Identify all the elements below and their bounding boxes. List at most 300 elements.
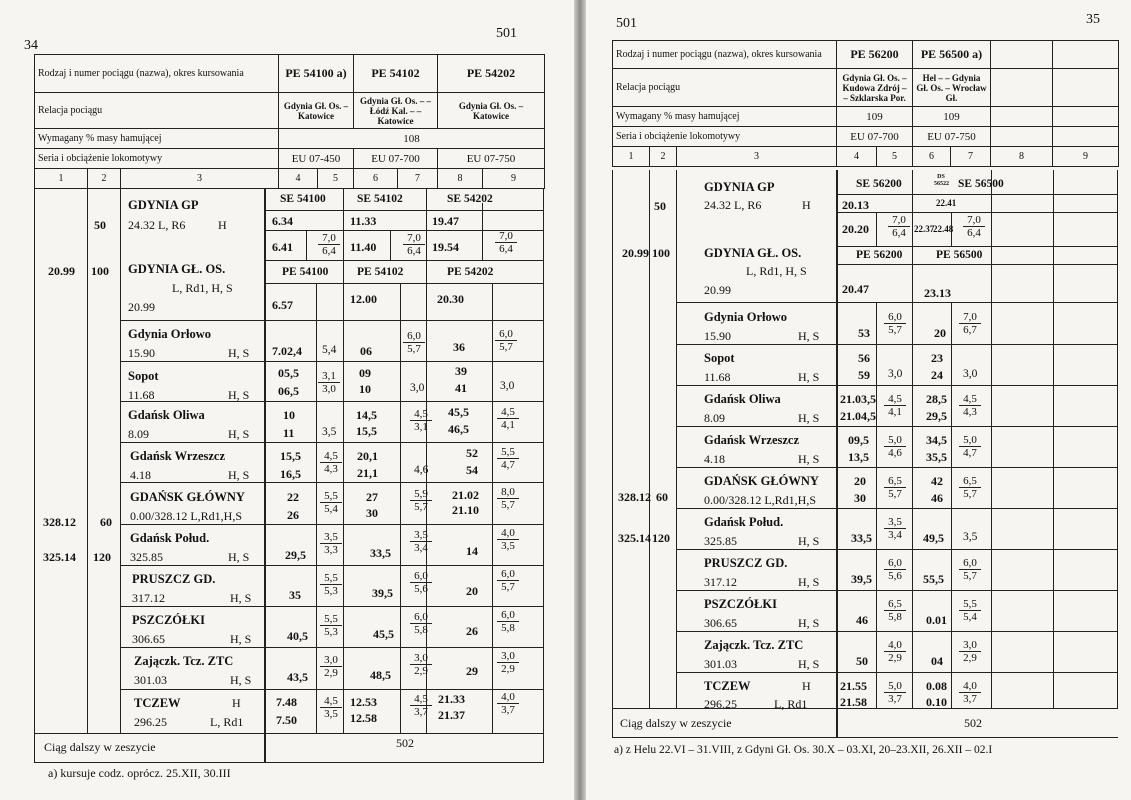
station-km: 301.03 — [704, 657, 737, 671]
fraction: 7,0 6,4 — [318, 232, 340, 257]
fraction: 6,5 5,7 — [884, 475, 906, 500]
time: 7.48 — [276, 695, 297, 709]
station-name: Gdynia Orłowo — [704, 310, 787, 324]
station-name: Gdańsk Wrzeszcz — [130, 449, 226, 463]
station-flags: L, Rd1 — [774, 697, 808, 711]
fraction: 4,5 4,1 — [497, 406, 519, 431]
station-km: 0.00/328.12 L,Rd1,H,S — [130, 509, 243, 523]
time: 20.30 — [437, 292, 464, 306]
col-number: 1 — [613, 147, 650, 167]
time: 39 — [455, 364, 467, 378]
time: 39,5 — [851, 572, 872, 586]
header-masa: Wymagany % masy hamującej — [35, 129, 279, 149]
station-name: PRUSZCZ GD. — [704, 556, 788, 570]
fraction: 5,0 3,7 — [884, 680, 906, 705]
time: 11.33 — [350, 214, 377, 228]
station-flags: H, S — [228, 388, 250, 402]
fraction: 3,1 3,0 — [318, 370, 340, 395]
station-km: 317.12 — [704, 575, 737, 589]
time: 6.34 — [272, 214, 293, 228]
time: 46 — [931, 491, 943, 505]
time: 52 — [466, 446, 478, 460]
time: 30 — [366, 506, 378, 520]
time: 09,5 — [848, 433, 869, 447]
station-km: 296.25 — [134, 715, 167, 729]
time: 14,5 — [356, 408, 377, 422]
time: 26 — [466, 624, 478, 638]
header-seria: Seria i obciążenie lokomotywy — [613, 127, 837, 147]
fraction: 4,0 2,9 — [884, 639, 906, 664]
km-value: 20.99 — [48, 264, 75, 278]
time: 7.50 — [276, 713, 297, 727]
time: 21.37 — [438, 708, 465, 722]
footnote: a) z Helu 22.VI – 31.VIII, z Gdyni Gł. Os. 30.X – 03.XI, 20–23.XII, 26.XII – 02.I — [614, 744, 993, 756]
time: 41 — [455, 381, 467, 395]
fraction: 4,0 3,7 — [497, 691, 519, 716]
continuation-text: Ciąg dalszy w zeszycie — [620, 716, 732, 730]
continuation-number: 502 — [396, 736, 414, 750]
station-flags: H, S — [798, 616, 820, 630]
station-name: GDYNIA GP — [128, 198, 199, 212]
fraction: 6,5 5,7 — [959, 475, 981, 500]
station-flags: H — [218, 218, 227, 232]
station-km: 317.12 — [132, 591, 165, 605]
header-relacja: Relacja pociągu — [35, 93, 279, 129]
col-number: 9 — [1053, 147, 1119, 167]
book-spine — [574, 0, 586, 800]
footnote: a) kursuje codz. oprócz. 25.XII, 30.III — [48, 766, 231, 780]
page-number-left: 34 — [24, 38, 38, 53]
fraction: 7,0 6,4 — [963, 214, 985, 239]
col-number: 5 — [318, 169, 354, 189]
station-name: GDAŃSK GŁÓWNY — [704, 474, 819, 488]
fraction: 6,0 5,7 — [959, 557, 981, 582]
station-flags: H, S — [798, 657, 820, 671]
train-number: PE 56200 — [837, 41, 913, 69]
time: 22.48 — [933, 224, 954, 234]
time: 45,5 — [373, 627, 394, 641]
station-name: PSZCZÓŁKI — [704, 597, 777, 611]
time: 12.00 — [350, 292, 377, 306]
station-flags: H, S — [798, 575, 820, 589]
fraction: 4,0 3,7 — [959, 680, 981, 705]
time: 19.47 — [432, 214, 459, 228]
service-label: PE 54202 — [447, 266, 494, 278]
fraction: 3,5 3,4 — [884, 516, 906, 541]
station-flags: H, S — [228, 550, 250, 564]
station-name: Gdynia Orłowo — [128, 327, 211, 341]
time: 12.58 — [350, 711, 377, 725]
station-name: GDYNIA GP — [704, 180, 775, 194]
station-name: Gdańsk Połud. — [130, 531, 210, 545]
fraction: 6,0 5,7 — [403, 330, 425, 355]
fraction: 4,5 4,1 — [884, 393, 906, 418]
masa-value: 108 — [279, 129, 545, 149]
station-name: Gdańsk Połud. — [704, 515, 784, 529]
fraction: 6,0 5,6 — [884, 557, 906, 582]
station-flags: H, S — [230, 591, 252, 605]
station-km: 15.90 — [128, 346, 155, 360]
time: 0.01 — [926, 613, 947, 627]
km-value: 20.99 — [622, 246, 649, 260]
single-value: 5,4 — [322, 344, 337, 356]
time: 21.58 — [840, 695, 867, 709]
station-flags: H, S — [228, 468, 250, 482]
header-rodzaj: Rodzaj i numer pociągu (nazwa), okres kursowania — [613, 41, 837, 69]
service-label: SE 54100 — [280, 193, 326, 205]
fraction: 6,0 5,8 — [410, 611, 432, 636]
station-km: 301.03 — [134, 673, 167, 687]
time: 33,5 — [370, 546, 391, 560]
col-number: 3 — [121, 169, 279, 189]
fraction: 4,0 3,5 — [497, 527, 519, 552]
time: 20 — [854, 474, 866, 488]
time: 22 — [287, 490, 299, 504]
time: 27 — [366, 490, 378, 504]
time: 40,5 — [287, 629, 308, 643]
time: 29,5 — [926, 409, 947, 423]
time: 43,5 — [287, 670, 308, 684]
time: 34,5 — [926, 433, 947, 447]
service-label: PE 56500 — [936, 249, 983, 261]
col-number: 6 — [354, 169, 398, 189]
station-name: Gdańsk Oliwa — [704, 392, 781, 406]
col-number: 7 — [398, 169, 438, 189]
service-label: PE 54102 — [357, 266, 404, 278]
col-number: 2 — [650, 147, 677, 167]
time: 12.53 — [350, 695, 377, 709]
fraction: 5,0 4,6 — [884, 434, 906, 459]
km-value: 328.12 — [618, 490, 651, 504]
loco: EU 07-750 — [913, 127, 991, 147]
station-name: Zajączk. Tcz. ZTC — [134, 654, 234, 668]
service-label: SE 54202 — [447, 193, 493, 205]
time: 11 — [283, 426, 295, 440]
station-name: TCZEW — [704, 679, 751, 693]
fraction: 7,0 6,4 — [495, 230, 517, 255]
station-flags: L, Rd1 — [210, 715, 244, 729]
service-label: PE 54100 — [282, 266, 329, 278]
time: 23 — [931, 351, 943, 365]
time: 20.47 — [842, 282, 869, 296]
station-km: 15.90 — [704, 329, 731, 343]
continuation-number: 502 — [964, 716, 982, 730]
station-flags: H, S — [798, 411, 820, 425]
single-value: 3,0 — [963, 368, 978, 380]
station-km: 296.25 — [704, 697, 737, 711]
col-number: 8 — [991, 147, 1053, 167]
train-number: PE 54102 — [354, 55, 438, 93]
station-name: Gdańsk Oliwa — [128, 408, 205, 422]
loco: EU 07-700 — [837, 127, 913, 147]
fraction: 4,5 4,3 — [320, 450, 342, 475]
station-km: 325.85 — [130, 550, 163, 564]
time: 21.10 — [452, 503, 479, 517]
time: 6.57 — [272, 298, 293, 312]
speed-value: 60 — [656, 490, 668, 504]
fraction: 4,5 3,7 — [410, 693, 432, 718]
time: 39,5 — [372, 586, 393, 600]
fraction: 5,5 5,3 — [320, 613, 342, 638]
time: 35,5 — [926, 450, 947, 464]
time: 10 — [359, 382, 371, 396]
masa-value: 109 — [913, 107, 991, 127]
station-flags: L, Rd1, H, S — [746, 264, 807, 278]
station-km: 20.99 — [128, 300, 155, 314]
station-flags: L, Rd1, H, S — [172, 281, 233, 295]
fraction: 5,5 5,3 — [320, 572, 342, 597]
station-km: 8.09 — [704, 411, 725, 425]
station-km: 0.00/328.12 L,Rd1,H,S — [704, 493, 817, 507]
time: 48,5 — [370, 668, 391, 682]
single-value: 3,0 — [888, 368, 903, 380]
station-flags: H — [802, 679, 811, 693]
service-label: SE 56200 — [856, 178, 902, 190]
speed-value: 50 — [654, 199, 666, 213]
fraction: 4,5 3,5 — [320, 695, 342, 720]
continuation-text: Ciąg dalszy w zeszycie — [44, 740, 156, 754]
header-seria: Seria i obciążenie lokomotywy — [35, 149, 279, 169]
time: 21.33 — [438, 692, 465, 706]
station-km: 11.68 — [704, 370, 731, 384]
station-km: 4.18 — [130, 468, 151, 482]
station-name: GDAŃSK GŁÓWNY — [130, 490, 245, 504]
top-number-right: 501 — [616, 16, 637, 31]
time: 06,5 — [278, 384, 299, 398]
time: 09 — [359, 366, 371, 380]
station-flags: H, S — [228, 427, 250, 441]
time: 35 — [289, 588, 301, 602]
service-label: DS 56522 — [934, 174, 949, 187]
train-relation: Hel – – Gdynia Gł. Os. – Wrocław Gł. — [913, 69, 991, 107]
service-label: PE 56200 — [856, 249, 903, 261]
fraction: 5,5 5,4 — [320, 490, 342, 515]
station-km: 20.99 — [704, 283, 731, 297]
station-name: Sopot — [128, 369, 159, 383]
right-page — [586, 0, 1131, 800]
service-label: SE 56500 — [958, 178, 1004, 190]
train-relation: Gdynia Gł. Os. – Katowice — [279, 93, 354, 129]
time: 30 — [854, 491, 866, 505]
station-name: TCZEW — [134, 696, 181, 710]
col-number: 2 — [88, 169, 121, 189]
station-name: GDYNIA GŁ. OS. — [128, 262, 226, 276]
station-name: Sopot — [704, 351, 735, 365]
fraction: 5,0 4,7 — [959, 434, 981, 459]
time: 21,1 — [357, 466, 378, 480]
time: 15,5 — [280, 449, 301, 463]
train-number: PE 54202 — [438, 55, 545, 93]
fraction: 3,5 3,3 — [320, 531, 342, 556]
time: 05,5 — [278, 366, 299, 380]
masa-value: 109 — [837, 107, 913, 127]
time: 20.20 — [842, 222, 869, 236]
col-number: 5 — [877, 147, 913, 167]
train-relation: Gdynia Gł. Os. – Kudowa Zdrój – – Szklarska Por. — [837, 69, 913, 107]
top-number-left: 501 — [496, 26, 517, 41]
time: 04 — [931, 654, 943, 668]
time: 0.10 — [926, 695, 947, 709]
time: 24 — [931, 368, 943, 382]
time: 19.54 — [432, 240, 459, 254]
train-relation: Gdynia Gł. Os. – Katowice — [438, 93, 545, 129]
station-name: Gdańsk Wrzeszcz — [704, 433, 800, 447]
time: 0.08 — [926, 679, 947, 693]
col-number: 1 — [35, 169, 88, 189]
station-km: 4.18 — [704, 452, 725, 466]
time: 59 — [858, 368, 870, 382]
fraction: 4,5 3,1 — [410, 408, 432, 433]
col-number: 4 — [837, 147, 877, 167]
service-label: SE 54102 — [357, 193, 403, 205]
station-flags: H, S — [798, 452, 820, 466]
station-km: 24.32 L, R6 — [704, 198, 762, 212]
fraction: 6,0 5,7 — [497, 568, 519, 593]
station-km: 11.68 — [128, 388, 155, 402]
time: 20.13 — [842, 198, 869, 212]
time: 06 — [360, 344, 372, 358]
col-number: 8 — [438, 169, 483, 189]
page-number-right: 35 — [1086, 12, 1100, 27]
time: 11.40 — [350, 240, 377, 254]
speed-value: 120 — [652, 531, 670, 545]
loco: EU 07-750 — [438, 149, 545, 169]
station-name: GDYNIA GŁ. OS. — [704, 246, 802, 260]
time: 20 — [466, 584, 478, 598]
time: 23.13 — [924, 286, 951, 300]
station-name: Zajączk. Tcz. ZTC — [704, 638, 804, 652]
station-flags: H, S — [230, 632, 252, 646]
fraction: 6,5 5,8 — [884, 598, 906, 623]
header-rodzaj: Rodzaj i numer pociągu (nazwa), okres kursowania — [35, 55, 279, 93]
time: 42 — [931, 474, 943, 488]
time: 13,5 — [848, 450, 869, 464]
station-flags: H, S — [230, 673, 252, 687]
fraction: 3,0 2,9 — [959, 639, 981, 664]
fraction: 7,0 6,7 — [959, 311, 981, 336]
time: 49,5 — [923, 531, 944, 545]
station-km: 24.32 L, R6 — [128, 218, 186, 232]
time: 21.55 — [840, 679, 867, 693]
header-relacja: Relacja pociągu — [613, 69, 837, 107]
time: 22.41 — [936, 198, 957, 208]
station-flags: H — [802, 198, 811, 212]
loco: EU 07-450 — [279, 149, 354, 169]
col-number: 9 — [483, 169, 545, 189]
time: 16,5 — [280, 467, 301, 481]
fraction: 7,0 6,4 — [888, 214, 910, 239]
station-km: 325.85 — [704, 534, 737, 548]
station-km: 306.65 — [132, 632, 165, 646]
time: 46 — [856, 613, 868, 627]
time: 10 — [283, 408, 295, 422]
fraction: 4,5 4,3 — [959, 393, 981, 418]
fraction: 6,0 5,6 — [410, 570, 432, 595]
left-header-table — [34, 54, 545, 189]
single-value: 3,0 — [410, 382, 425, 394]
train-relation: Gdynia Gł. Os. – – Łódź Kal. – – Katowice — [354, 93, 438, 129]
col-number: 4 — [279, 169, 318, 189]
fraction: 3,5 3,4 — [410, 529, 432, 554]
fraction: 5,5 4,7 — [497, 446, 519, 471]
fraction: 6,0 5,8 — [497, 609, 519, 634]
time: 14 — [466, 544, 478, 558]
col-number: 3 — [677, 147, 837, 167]
fraction: 6,0 5,7 — [495, 328, 517, 353]
time: 21.04,5 — [840, 409, 876, 423]
station-flags: H, S — [798, 534, 820, 548]
time: 50 — [856, 654, 868, 668]
station-name: PRUSZCZ GD. — [132, 572, 216, 586]
time: 15,5 — [356, 424, 377, 438]
single-value: 4,6 — [414, 464, 429, 476]
col-number: 6 — [913, 147, 951, 167]
fraction: 3,0 2,9 — [497, 650, 519, 675]
time: 26 — [287, 508, 299, 522]
fraction: 3,0 2,9 — [410, 652, 432, 677]
km-value: 325.14 — [43, 550, 76, 564]
train-number: PE 54100 a) — [279, 55, 354, 93]
time: 20,1 — [357, 449, 378, 463]
km-value: 325.14 — [618, 531, 651, 545]
time: 33,5 — [851, 531, 872, 545]
time: 55,5 — [923, 572, 944, 586]
speed-value: 100 — [652, 246, 670, 260]
station-km: 306.65 — [704, 616, 737, 630]
km-value: 328.12 — [43, 515, 76, 529]
station-km: 8.09 — [128, 427, 149, 441]
time: 46,5 — [448, 422, 469, 436]
fraction: 5,5 5,4 — [959, 598, 981, 623]
single-value: 3,0 — [500, 380, 515, 392]
time: 20 — [934, 326, 946, 340]
station-name: PSZCZÓŁKI — [132, 613, 205, 627]
time: 21.03,5 — [840, 392, 876, 406]
right-header-table — [612, 40, 1119, 167]
loco: EU 07-700 — [354, 149, 438, 169]
time: 29,5 — [285, 548, 306, 562]
time: 54 — [466, 463, 478, 477]
header-masa: Wymagany % masy hamującej — [613, 107, 837, 127]
station-flags: H, S — [798, 370, 820, 384]
fraction: 3,0 2,9 — [320, 654, 342, 679]
fraction: 6,0 5,7 — [884, 311, 906, 336]
fraction: 5,9 5,7 — [410, 488, 432, 513]
time: 7.02,4 — [272, 344, 302, 358]
time: 22.37 — [914, 224, 935, 234]
time: 29 — [466, 664, 478, 678]
station-flags: H, S — [798, 329, 820, 343]
time: 28,5 — [926, 392, 947, 406]
station-flags: H — [232, 696, 241, 710]
speed-value: 100 — [91, 264, 109, 278]
time: 21.02 — [452, 488, 479, 502]
fraction: 8,0 5,7 — [497, 486, 519, 511]
col-number: 7 — [951, 147, 991, 167]
time: 53 — [858, 326, 870, 340]
station-flags: H, S — [228, 346, 250, 360]
time: 6.41 — [272, 240, 293, 254]
fraction: 7,0 6,4 — [403, 232, 425, 257]
time: 56 — [858, 351, 870, 365]
time: 36 — [453, 340, 465, 354]
train-number: PE 56500 a) — [913, 41, 991, 69]
speed-value: 120 — [93, 550, 111, 564]
single-value: 3,5 — [322, 426, 337, 438]
speed-value: 50 — [94, 218, 106, 232]
speed-value: 60 — [100, 515, 112, 529]
time: 45,5 — [448, 405, 469, 419]
